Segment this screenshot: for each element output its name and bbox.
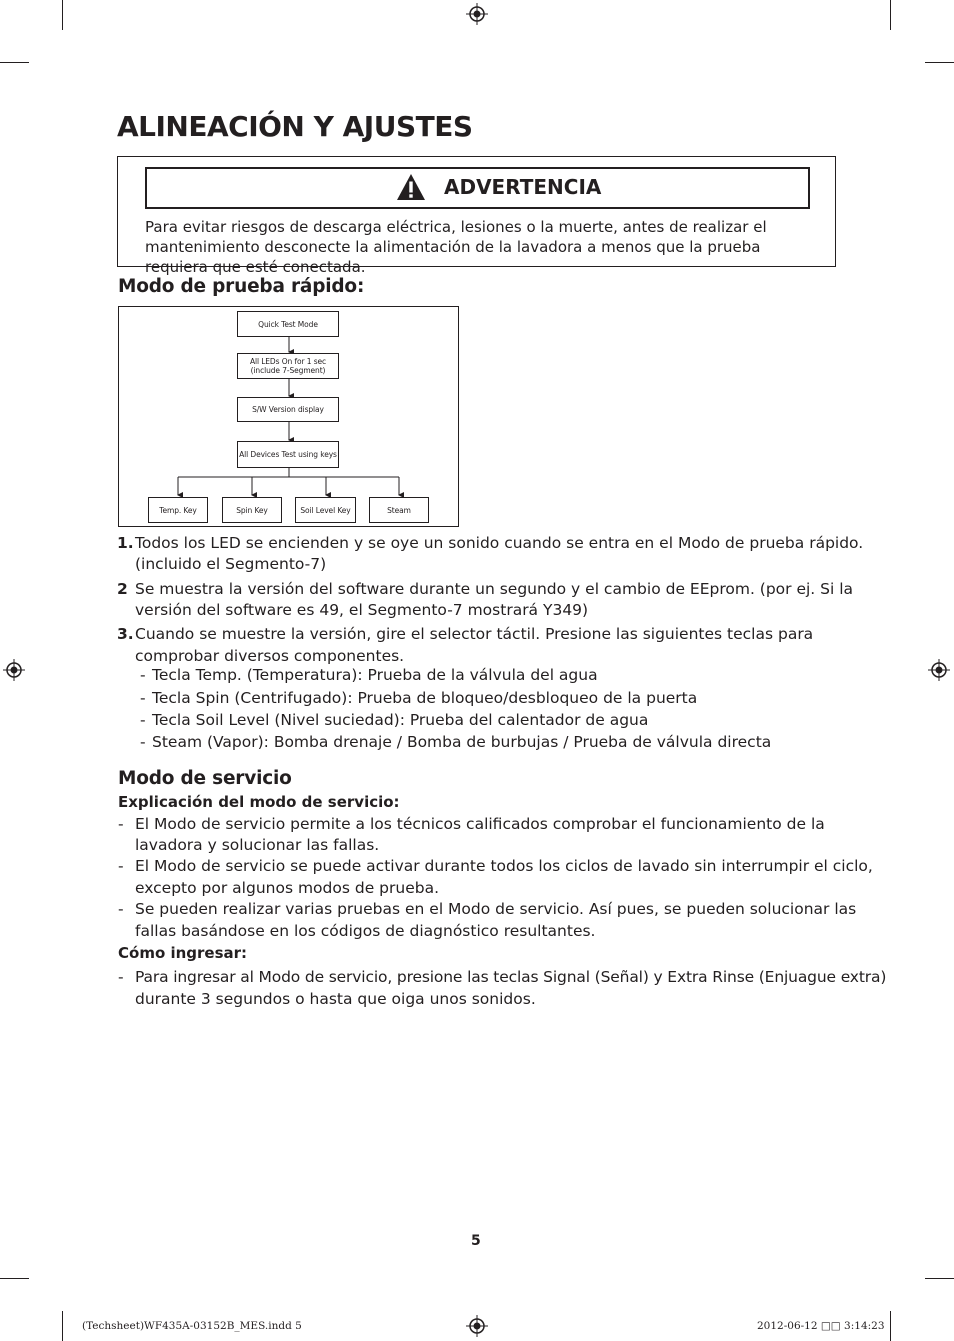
crop-mark <box>62 1311 63 1341</box>
warning-text: Para evitar riesgos de descarga eléctrica, lesiones o la muerte, antes de realizar el mantenimiento desconecte la alimentación de la lavadora a menos que la prueba requiera que esté conectada. <box>145 218 767 276</box>
crop-mark <box>925 62 954 63</box>
bullet-dash: - <box>118 900 124 918</box>
bullet-dash: - <box>118 968 124 986</box>
flow-key-temp: Temp. Key <box>148 497 208 523</box>
page-title: ALINEACIÓN Y AJUSTES <box>117 110 473 143</box>
flow-step-all-leds-line1: All LEDs On for 1 sec <box>249 357 327 366</box>
service-item-text: lavadora y solucionar las fallas. <box>135 836 380 854</box>
flow-step-all-leds <box>237 353 339 379</box>
service-item-text: El Modo de servicio se puede activar durante todos los ciclos de lavado sin interrumpir el ciclo, <box>135 857 873 875</box>
sub-list-item: Tecla Spin (Centrifugado): Prueba de bloqueo/desbloqueo de la puerta <box>152 689 698 707</box>
registration-mark-icon <box>466 3 488 25</box>
flow-step-all-devices-test: All Devices Test using keys <box>237 441 339 468</box>
flow-step-all-leds-line2: (include 7-Segment) <box>250 366 326 375</box>
crop-mark <box>0 1278 29 1279</box>
bullet-dash: - <box>140 689 146 707</box>
crop-mark <box>62 0 63 30</box>
quick-test-heading: Modo de prueba rápido: <box>118 276 365 297</box>
flow-key-soil-level: Soil Level Key <box>295 497 356 523</box>
flow-step-quick-test-mode: Quick Test Mode <box>237 311 339 337</box>
list-item-text: versión del software es 49, el Segmento-7 mostrará Y349) <box>135 601 589 619</box>
bullet-dash: - <box>140 711 146 729</box>
registration-mark-icon <box>928 659 950 681</box>
bullet-dash: - <box>118 857 124 875</box>
list-item-number: 2 <box>117 580 128 598</box>
service-item-text: El Modo de servicio permite a los técnicos calificados comprobar el funcionamiento de la <box>135 815 825 833</box>
flow-key-steam: Steam <box>369 497 429 523</box>
registration-mark-icon <box>466 1315 488 1337</box>
crop-mark <box>890 0 891 30</box>
enter-item-text: Para ingresar al Modo de servicio, presione las teclas Signal (Señal) y Extra Rinse (Enjuague extra) <box>135 968 887 986</box>
crop-mark <box>890 1311 891 1341</box>
warning-label: ADVERTENCIA <box>444 175 602 199</box>
list-item-text: comprobar diversos componentes. <box>135 647 405 665</box>
how-to-enter-heading: Cómo ingresar: <box>118 944 248 962</box>
list-item-text: Se muestra la versión del software durante un segundo y el cambio de EEprom. (por ej. Si la <box>135 580 854 598</box>
registration-mark-icon <box>3 659 25 681</box>
list-item-text: Todos los LED se encienden y se oye un sonido cuando se entra en el Modo de prueba rápido. <box>135 534 864 552</box>
crop-mark <box>0 62 29 63</box>
page-number: 5 <box>471 1233 481 1249</box>
bullet-dash: - <box>118 815 124 833</box>
footer-timestamp: 2012-06-12 □□ 3:14:23 <box>757 1320 885 1332</box>
bullet-dash: - <box>140 733 146 751</box>
footer-filename: (Techsheet)WF435A-03152B_MES.indd 5 <box>82 1320 302 1332</box>
list-item-text: Cuando se muestre la versión, gire el selector táctil. Presione las siguientes teclas para <box>135 625 814 643</box>
service-item-text: fallas basándose en los códigos de diagnóstico resultantes. <box>135 922 596 940</box>
list-item-number: 1. <box>117 534 134 552</box>
service-item-text: Se pueden realizar varias pruebas en el Modo de servicio. Así pues, se pueden solucionar las <box>135 900 857 918</box>
quick-test-flow-diagram <box>118 306 459 527</box>
sub-list-item: Tecla Soil Level (Nivel suciedad): Prueba del calentador de agua <box>152 711 649 729</box>
bullet-dash: - <box>140 666 146 684</box>
flow-step-sw-version: S/W Version display <box>237 397 339 422</box>
service-item-text: excepto por algunos modos de prueba. <box>135 879 439 897</box>
flow-key-spin: Spin Key <box>222 497 282 523</box>
enter-item-text: durante 3 segundos o hasta que oiga unos sonidos. <box>135 990 536 1008</box>
list-item-number: 3. <box>117 625 134 643</box>
service-explanation-heading: Explicación del modo de servicio: <box>118 793 400 811</box>
sub-list-item: Steam (Vapor): Bomba drenaje / Bomba de burbujas / Prueba de válvula directa <box>152 733 772 751</box>
warning-triangle-icon <box>396 173 426 201</box>
crop-mark <box>925 1278 954 1279</box>
service-mode-heading: Modo de servicio <box>118 768 292 789</box>
sub-list-item: Tecla Temp. (Temperatura): Prueba de la válvula del agua <box>152 666 598 684</box>
list-item-text: (incluido el Segmento-7) <box>135 555 327 573</box>
